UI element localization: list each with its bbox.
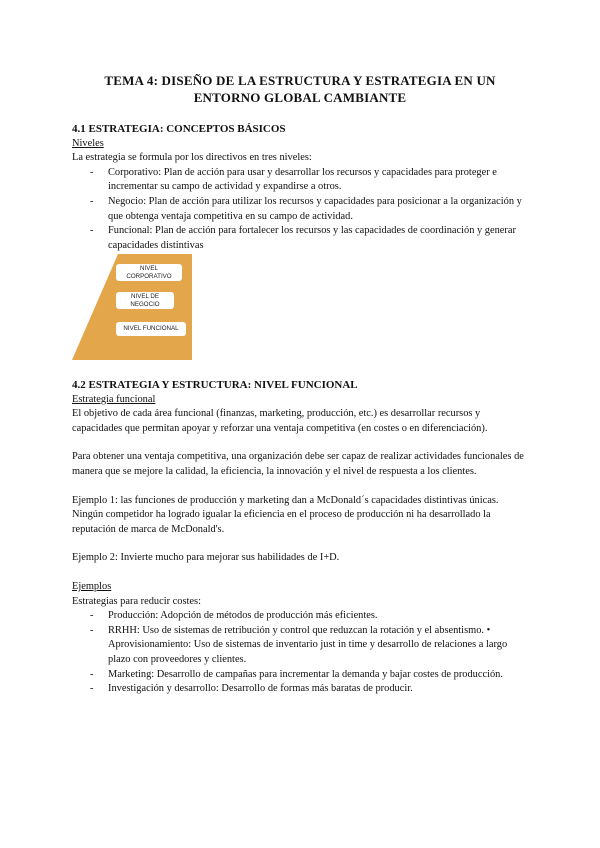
list-item: - Funcional: Plan de acción para fortalecer los recursos y las capacidades de coordinación y generar capacidades distintivas [72, 224, 530, 253]
list-item: - Marketing: Desarrollo de campañas para incrementar la demanda y bajar costes de producción. [72, 668, 530, 683]
list-item: - RRHH: Uso de sistemas de retribución y control que reduzcan la rotación y el absentismo. • Aprovisionamiento: Uso de sistemas de inventario just in time y desarrollo de relaciones a largo plazo con proveedores y clientes. [72, 624, 530, 668]
section-1-subheading: Niveles [72, 137, 104, 149]
examples-list [72, 609, 530, 697]
list-item: - Producción: Adopción de métodos de producción más eficientes. [72, 609, 530, 624]
section-2-subheading: Estrategia funcional [72, 393, 156, 405]
section-2-heading: 4.2 ESTRATEGIA Y ESTRUCTURA: NIVEL FUNCIONAL [72, 379, 358, 391]
paragraph: Ejemplo 2: Invierte mucho para mejorar sus habilidades de I+D. [72, 552, 340, 564]
levels-list [72, 166, 530, 254]
list-item: - Corporativo: Plan de acción para usar y desarrollar los recursos y capacidades para proteger e incrementar su campo de actividad y expandirse a otros. [72, 166, 530, 195]
section-1-intro: La estrategia se formula por los directivos en tres niveles: [72, 152, 312, 164]
paragraph: Para obtener una ventaja competitiva, una organización debe ser capaz de realizar actividades funcionales de manera que se mejore la calidad, la eficiencia, la innovación y el nivel de respuesta a los clientes. [72, 451, 524, 477]
strategy-levels-pyramid [72, 254, 192, 362]
list-item: - Investigación y desarrollo: Desarrollo de formas más baratas de producir. [72, 682, 530, 697]
examples-intro: Estrategias para reducir costes: [72, 595, 201, 607]
document-title: TEMA 4: DISEÑO DE LA ESTRUCTURA Y ESTRATEGIA EN UN ENTORNO GLOBAL CAMBIANTE [104, 73, 496, 105]
pyramid-level-corporate: NIVEL CORPORATIVO [116, 264, 182, 281]
section-1-heading: 4.1 ESTRATEGIA: CONCEPTOS BÁSICOS [72, 123, 286, 135]
paragraph: El objetivo de cada área funcional (finanzas, marketing, producción, etc.) es desarrollar recursos y capacidades que permitan apoyar y reforzar una ventaja competitiva (en costes o en diferenciación). [72, 408, 488, 434]
examples-heading: Ejemplos [72, 580, 112, 592]
paragraph: Ejemplo 1: las funciones de producción y marketing dan a McDonald´s capacidades distintivas únicas. Ningún competidor ha logrado igualar la eficiencia en el proceso de producción ni ha desarrollado la reputación de marca de McDonald's. [72, 494, 499, 535]
section-2 [72, 378, 530, 697]
list-item: - Negocio: Plan de acción para utilizar los recursos y capacidades para posicionar a la organización y que obtenga ventaja competitiva en su campo de actividad. [72, 195, 530, 224]
pyramid-level-business: NIVEL DE NEGOCIO [116, 292, 174, 309]
section-1 [72, 122, 530, 253]
pyramid-level-functional: NIVEL FUNCIONAL [116, 322, 186, 336]
